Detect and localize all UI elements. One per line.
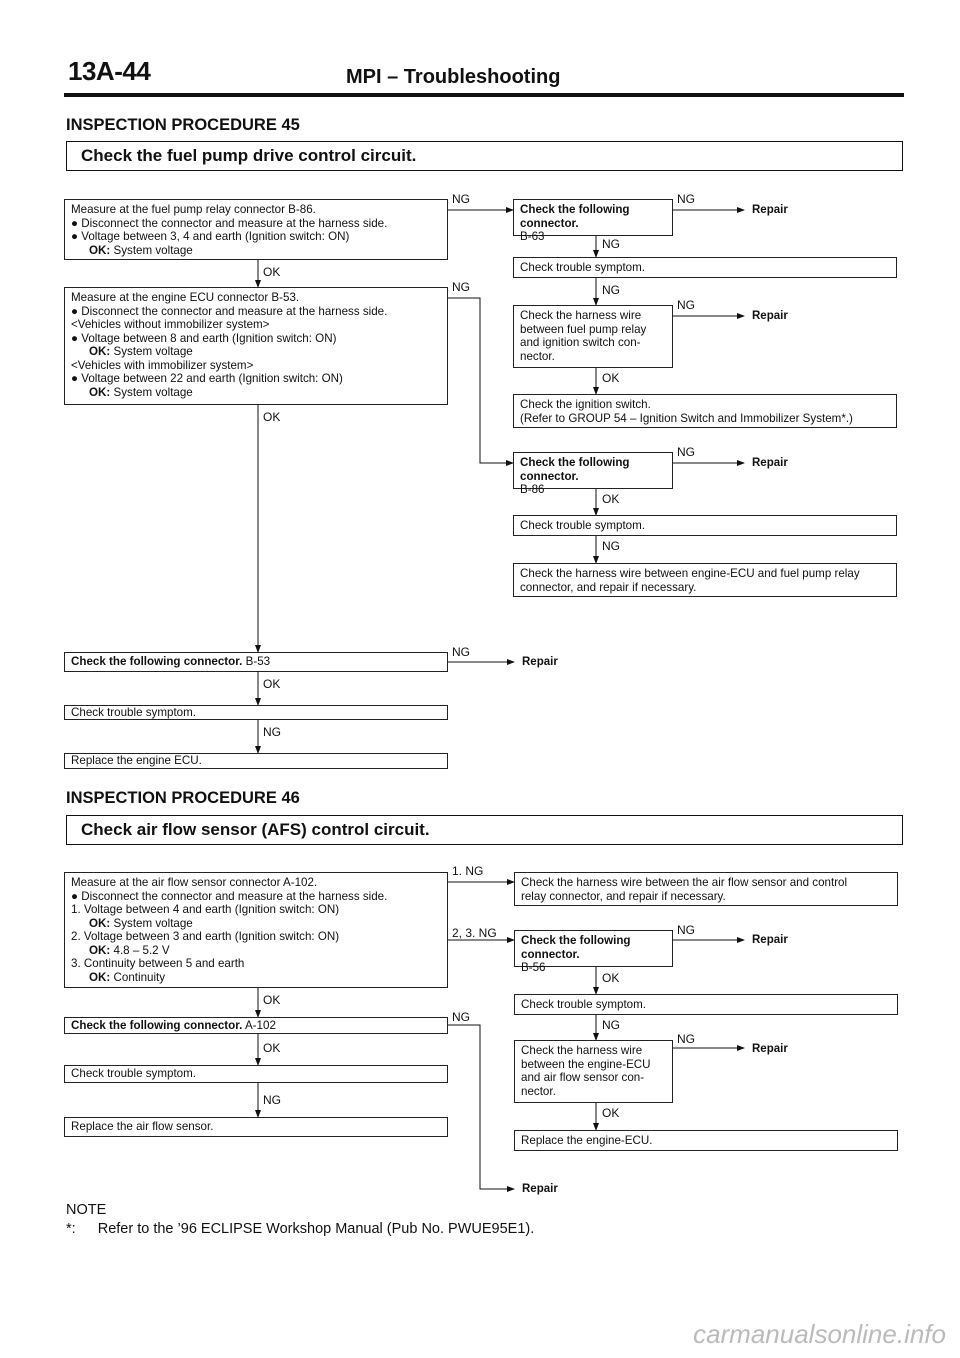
ok-label: OK (263, 993, 281, 1007)
ok-label: OK: (89, 345, 111, 358)
check-connector-b86-box (513, 452, 673, 496)
step-text: Check the ignition switch. (520, 398, 651, 411)
harness-afs-box (514, 872, 898, 906)
step-text: Replace the air flow sensor. (71, 1120, 214, 1133)
harness-relay-box (513, 305, 673, 368)
harness-ecu-box (513, 563, 897, 597)
connector-id: B-86 (520, 483, 545, 496)
repair-label: Repair (522, 656, 558, 668)
procedure-46-title (66, 815, 903, 845)
trouble-symptom-box (513, 515, 897, 536)
ng-label: NG (677, 923, 695, 937)
step-text: Check the harness wire between the engine-ECU and air flow sensor con-nector. (521, 1044, 651, 1098)
watermark: carmanualsonline.info (693, 1319, 946, 1349)
procedure-46-heading: INSPECTION PROCEDURE 46 (66, 789, 300, 807)
ng-label: NG (263, 725, 281, 739)
step-text: connector, and repair if necessary. (520, 580, 697, 594)
procedure-45-title (66, 141, 903, 171)
ng-label: NG (452, 645, 470, 659)
ok-label: OK (263, 1041, 281, 1055)
ok-value: Continuity (113, 970, 166, 984)
step-text: ● Disconnect the connector and measure at the harness side. (71, 889, 388, 903)
trouble-symptom-box (64, 1065, 448, 1083)
step-text: Measure at the engine ECU connector B-53. (71, 291, 300, 304)
ok-label: OK: (89, 385, 111, 399)
ok-label: OK: (89, 916, 111, 930)
check-connector-b63-box (513, 199, 673, 243)
note-heading: NOTE (66, 1202, 107, 1218)
ok-label: OK: (89, 970, 111, 984)
ok-label: OK: (89, 243, 111, 257)
procedure-46-title-text: Check air flow sensor (AFS) control circuit. (81, 820, 430, 839)
measure-afs-box (64, 872, 448, 988)
ignition-switch-box (513, 394, 897, 428)
header-rule (64, 93, 904, 97)
step-text: 3. Continuity between 5 and earth (71, 957, 245, 970)
ng-label: NG (602, 237, 620, 251)
step-text: (Refer to GROUP 54 – Ignition Switch and Immobilizer System*.) (520, 411, 853, 425)
ng-label: NG (677, 1032, 695, 1046)
ng-label: NG (602, 1018, 620, 1032)
step-text: Check the following connector. (520, 456, 630, 483)
ng-label: NG (677, 192, 695, 206)
ok-label: OK: (89, 943, 111, 957)
step-text: Check trouble symptom. (71, 1067, 197, 1080)
trouble-symptom-box (64, 705, 448, 720)
ng-label: 1. NG (452, 864, 484, 878)
step-text: ● Voltage between 8 and earth (Ignition switch: ON) (71, 331, 337, 345)
trouble-symptom-box (514, 994, 898, 1015)
step-text: Check trouble symptom. (520, 261, 646, 274)
ng-label: NG (602, 539, 620, 553)
step-text: Check trouble symptom. (71, 706, 197, 719)
connector-id: B-63 (520, 230, 545, 243)
trouble-symptom-box (513, 257, 897, 278)
step-text: 2. Voltage between 3 and earth (Ignition switch: ON) (71, 930, 340, 943)
replace-engine-ecu-box (514, 1130, 898, 1151)
step-text: Measure at the air flow sensor connector A-102. (71, 876, 318, 889)
step-text: <Vehicles with immobilizer system> (71, 358, 254, 372)
ok-value: System voltage (113, 385, 193, 399)
ok-label: OK (602, 371, 620, 385)
replace-ecu-box (64, 753, 448, 769)
harness-ecu-afs-box (514, 1040, 673, 1103)
step-text: ● Voltage between 3, 4 and earth (Ignition switch: ON) (71, 230, 350, 243)
note-body (66, 1221, 534, 1237)
step-text: Check the harness wire between the air flow sensor and control (521, 876, 848, 889)
measure-ecu-box (64, 287, 448, 405)
page-title: MPI – Troubleshooting (346, 66, 561, 88)
procedure-45-heading: INSPECTION PROCEDURE 45 (66, 116, 300, 134)
note-text: Refer to the ’96 ECLIPSE Workshop Manual (Pub No. PWUE95E1). (97, 1221, 535, 1237)
check-connector-b53-box (64, 652, 448, 672)
repair-label: Repair (752, 934, 788, 946)
step-text: Check the harness wire between fuel pump relay and ignition switch con-nector. (520, 309, 647, 363)
step-text: Check the following connector. (71, 1019, 243, 1032)
ng-label: NG (677, 298, 695, 312)
procedure-45-title-text: Check the fuel pump drive control circuit. (81, 146, 417, 165)
page-number: 13A-44 (68, 56, 151, 86)
check-connector-b56-box (514, 930, 673, 974)
ng-label: NG (677, 445, 695, 459)
note-marker: *: (66, 1221, 76, 1237)
step-text: Measure at the fuel pump relay connector B-86. (71, 203, 316, 216)
step-text: ● Disconnect the connector and measure at the harness side. (71, 216, 388, 230)
ng-label: NG (452, 192, 470, 206)
ok-label: OK (263, 410, 281, 424)
measure-relay-box (64, 199, 448, 260)
connector-id: B-56 (521, 961, 546, 974)
ok-label: OK (263, 265, 281, 279)
ok-label: OK (263, 677, 281, 691)
connector-id: B-53 (245, 655, 271, 668)
step-text: Replace the engine-ECU. (521, 1134, 653, 1147)
check-connector-a102-box (64, 1017, 448, 1034)
repair-label: Repair (752, 204, 788, 216)
step-text: Check the following connector. (521, 934, 631, 961)
ok-value: 4.8 – 5.2 V (113, 943, 170, 957)
ok-label: OK (602, 492, 620, 506)
ng-label: NG (452, 1010, 470, 1024)
step-text: Check the following connector. (520, 203, 630, 230)
ng-label: 2, 3. NG (452, 926, 497, 940)
step-text: relay connector, and repair if necessary. (521, 889, 726, 903)
step-text: Replace the engine ECU. (71, 754, 202, 767)
step-text: ● Disconnect the connector and measure at the harness side. (71, 304, 388, 318)
repair-label: Repair (752, 457, 788, 469)
step-text: <Vehicles without immobilizer system> (71, 318, 270, 331)
step-text: Check the following connector. (71, 655, 243, 668)
ok-label: OK (602, 1106, 620, 1120)
ng-label: NG (263, 1093, 281, 1107)
step-text: Check trouble symptom. (521, 998, 647, 1011)
ok-value: System voltage (113, 243, 193, 257)
repair-label: Repair (522, 1183, 558, 1195)
connector-id: A-102 (244, 1019, 276, 1032)
ok-value: System voltage (113, 916, 193, 930)
ok-label: OK (602, 971, 620, 985)
step-text: ● Voltage between 22 and earth (Ignition switch: ON) (71, 372, 343, 385)
step-text: 1. Voltage between 4 and earth (Ignition switch: ON) (71, 903, 340, 916)
ng-label: NG (452, 280, 470, 294)
ng-label: NG (602, 283, 620, 297)
step-text: Check the harness wire between engine-ECU and fuel pump relay (520, 567, 860, 580)
ok-value: System voltage (113, 345, 193, 358)
step-text: Check trouble symptom. (520, 519, 646, 532)
replace-afs-box (64, 1117, 448, 1137)
repair-label: Repair (752, 310, 788, 322)
repair-label: Repair (752, 1043, 788, 1055)
